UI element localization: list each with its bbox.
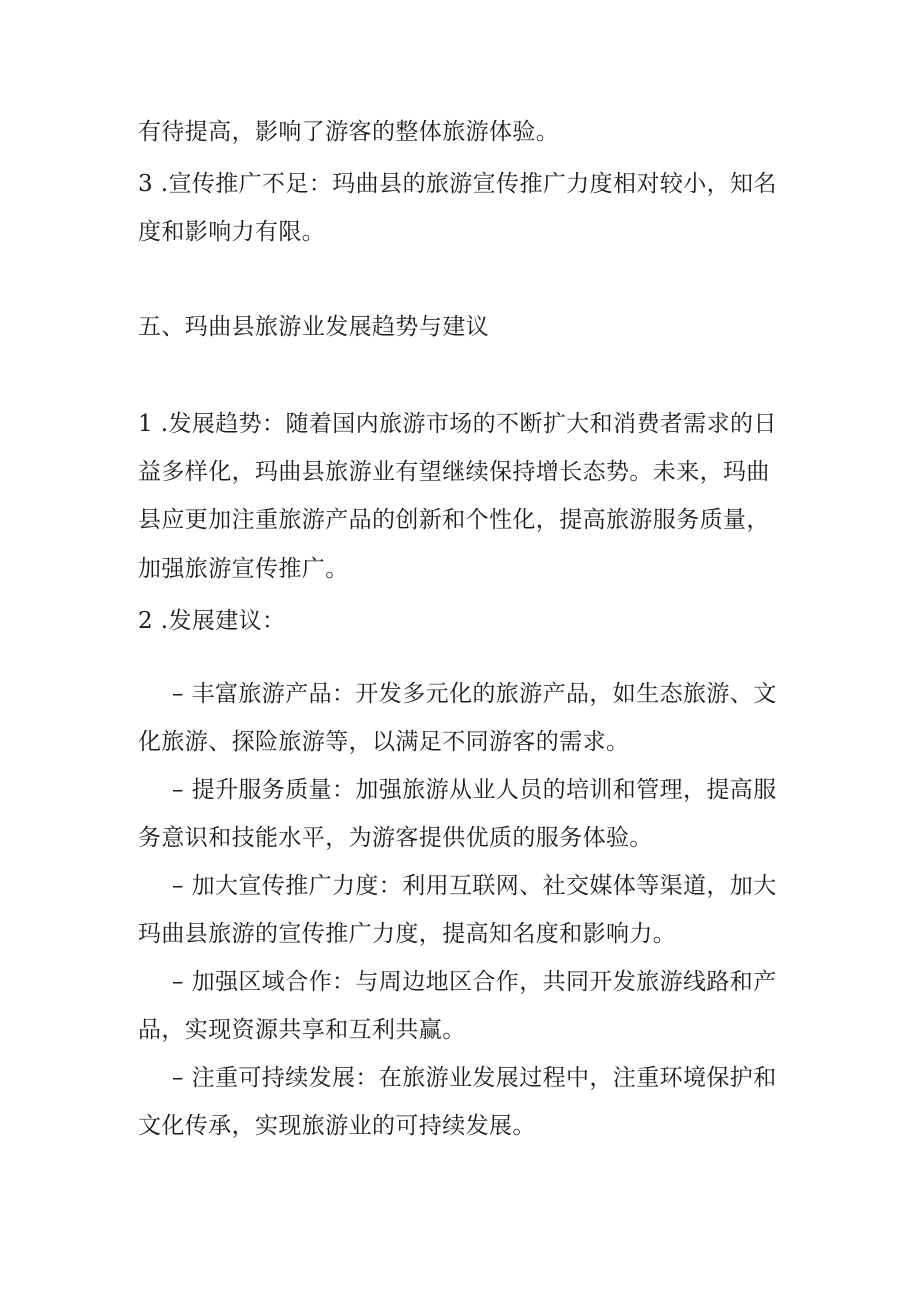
suggestion-1-line-2: 化旅游、探险旅游等，以满足不同游客的需求。 [138, 729, 630, 755]
suggestion-5-line-1: – 注重可持续发展：在旅游业发展过程中，注重环境保护和 [172, 1065, 777, 1091]
trend-line-4: 加强旅游宣传推广。 [138, 556, 349, 582]
trend-line-3: 县应更加注重旅游产品的创新和个性化，提高旅游服务质量， [138, 507, 770, 533]
trend-line-1: 1 .发展趋势：随着国内旅游市场的不断扩大和消费者需求的日 [138, 411, 777, 437]
suggestion-3-line-2: 玛曲县旅游的宣传推广力度，提高知名度和影响力。 [138, 921, 677, 947]
suggestion-4-line-1: – 加强区域合作：与周边地区合作，共同开发旅游线路和产 [172, 969, 777, 995]
item-3-line-1: 3 .宣传推广不足：玛曲县的旅游宣传推广力度相对较小，知名 [138, 171, 777, 197]
suggestion-2-line-2: 务意识和技能水平，为游客提供优质的服务体验。 [138, 825, 653, 851]
item-3-line-2: 度和影响力有限。 [138, 219, 326, 245]
suggestion-5-line-2: 文化传承，实现旅游业的可持续发展。 [138, 1113, 536, 1139]
suggestions-title: 2 .发展建议： [138, 608, 286, 634]
suggestion-2-line-1: – 提升服务质量：加强旅游从业人员的培训和管理，提高服 [172, 777, 777, 803]
suggestion-1-line-1: – 丰富旅游产品：开发多元化的旅游产品，如生态旅游、文 [172, 681, 777, 707]
trend-line-2: 益多样化，玛曲县旅游业有望继续保持增长态势。未来，玛曲 [138, 459, 770, 485]
suggestion-3-line-1: – 加大宣传推广力度：利用互联网、社交媒体等渠道，加大 [172, 873, 777, 899]
section-heading: 五、玛曲县旅游业发展趋势与建议 [138, 314, 489, 340]
paragraph-continuation-line: 有待提高，影响了游客的整体旅游体验。 [138, 119, 560, 145]
suggestion-4-line-2: 品，实现资源共享和互利共赢。 [138, 1017, 466, 1043]
